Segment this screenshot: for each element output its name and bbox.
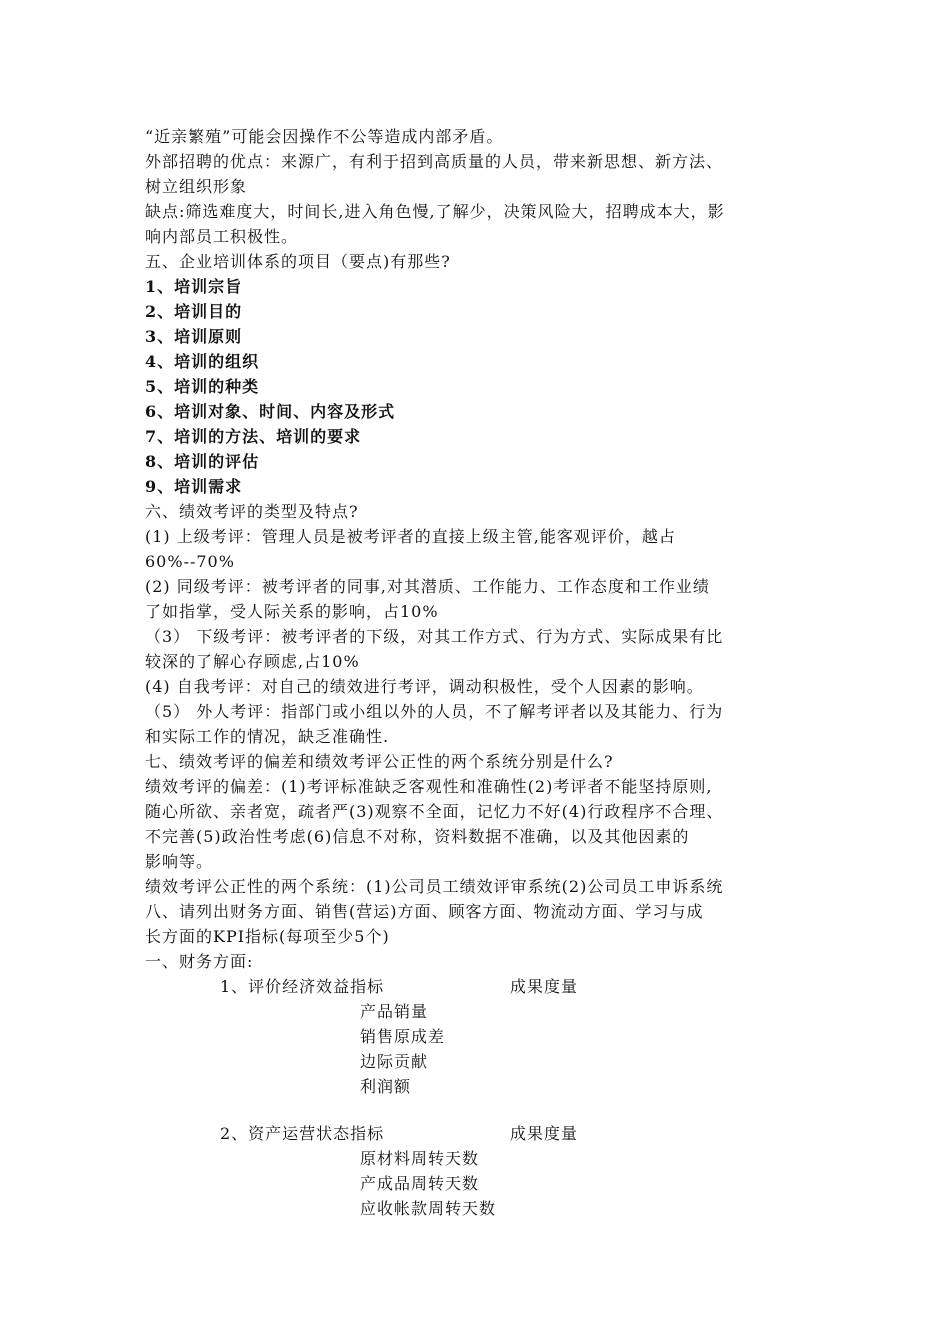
indicator-group-measure: 成果度量 xyxy=(510,1124,579,1143)
indicator-item: 利润额 xyxy=(360,1077,412,1096)
spacer xyxy=(145,1099,825,1121)
text-line: 缺点:筛选难度大，时间长,进入角色慢,了解少，决策风险大，招聘成本大，影 xyxy=(145,202,725,221)
text-line: “近亲繁殖”可能会因操作不公等造成内部矛盾。 xyxy=(145,127,504,146)
training-item: 2、培训目的 xyxy=(145,302,243,321)
text-line: 较深的了解心存顾虑,占10% xyxy=(145,652,360,671)
text-line: 绩效考评的偏差：(1)考评标准缺乏客观性和准确性(2)考评者不能坚持原则, xyxy=(145,777,713,796)
text-line: 树立组织形象 xyxy=(145,177,248,196)
text-line: 外部招聘的优点：来源广，有利于招到高质量的人员，带来新思想、新方法、 xyxy=(145,152,724,171)
section-heading: 七、绩效考评的偏差和绩效考评公正性的两个系统分别是什么? xyxy=(145,752,614,771)
text-line: (1) 上级考评：管理人员是被考评者的直接上级主管,能客观评价，越占 xyxy=(145,527,676,546)
text-line: (2) 同级考评：被考评者的同事,对其潜质、工作能力、工作态度和工作业绩 xyxy=(145,577,710,596)
subsection-heading: 一、财务方面: xyxy=(145,952,254,971)
text-line: （5） 外人考评：指部门或小组以外的人员，不了解考评者以及其能力、行为 xyxy=(145,702,724,721)
indicator-group-title: 2、资产运营状态指标 xyxy=(220,1124,385,1143)
text-line: 绩效考评公正性的两个系统：(1)公司员工绩效评审系统(2)公司员工申诉系统 xyxy=(145,877,724,896)
indicator-item: 产品销量 xyxy=(360,1002,429,1021)
text-line: 随心所欲、亲者宽，疏者严(3)观察不全面，记忆力不好(4)行政程序不合理、 xyxy=(145,802,724,821)
indicator-item: 应收帐款周转天数 xyxy=(360,1199,497,1218)
training-item: 4、培训的组织 xyxy=(145,352,260,371)
section-heading: 八、请列出财务方面、销售(营运)方面、顾客方面、物流动方面、学习与成 xyxy=(145,902,704,921)
indicator-group-title: 1、评价经济效益指标 xyxy=(220,977,385,996)
text-line: 和实际工作的情况，缺乏准确性. xyxy=(145,727,390,746)
text-line: 了如指掌，受人际关系的影响，占10% xyxy=(145,602,439,621)
text-line: (4) 自我考评：对自己的绩效进行考评，调动积极性，受个人因素的影响。 xyxy=(145,677,704,696)
indicator-item: 原材料周转天数 xyxy=(360,1149,480,1168)
text-line: 不完善(5)政治性考虑(6)信息不对称，资料数据不准确，以及其他因素的 xyxy=(145,827,690,846)
indicator-group-measure: 成果度量 xyxy=(510,977,579,996)
text-line: 影响等。 xyxy=(145,852,214,871)
training-item: 8、培训的评估 xyxy=(145,452,260,471)
indicator-group-header xyxy=(145,1121,825,1146)
indicator-group-header xyxy=(145,974,825,999)
training-item: 1、培训宗旨 xyxy=(145,277,243,296)
section-heading: 五、企业培训体系的项目（要点)有那些? xyxy=(145,252,451,271)
indicator-item: 产成品周转天数 xyxy=(360,1174,480,1193)
indicator-item: 边际贡献 xyxy=(360,1052,429,1071)
training-item: 7、培训的方法、培训的要求 xyxy=(145,427,362,446)
training-item: 3、培训原则 xyxy=(145,327,243,346)
text-line: （3） 下级考评：被考评者的下级，对其工作方式、行为方式、实际成果有比 xyxy=(145,627,724,646)
text-line: 响内部员工积极性。 xyxy=(145,227,299,246)
text-line: 60%--70% xyxy=(145,552,235,571)
text-line: 长方面的KPI指标(每项至少5个) xyxy=(145,927,390,946)
document-page xyxy=(145,124,825,1221)
training-item: 5、培训的种类 xyxy=(145,377,260,396)
section-heading: 六、绩效考评的类型及特点? xyxy=(145,502,359,521)
training-item: 6、培训对象、时间、内容及形式 xyxy=(145,402,396,421)
training-item: 9、培训需求 xyxy=(145,477,243,496)
indicator-item: 销售原成差 xyxy=(360,1027,446,1046)
